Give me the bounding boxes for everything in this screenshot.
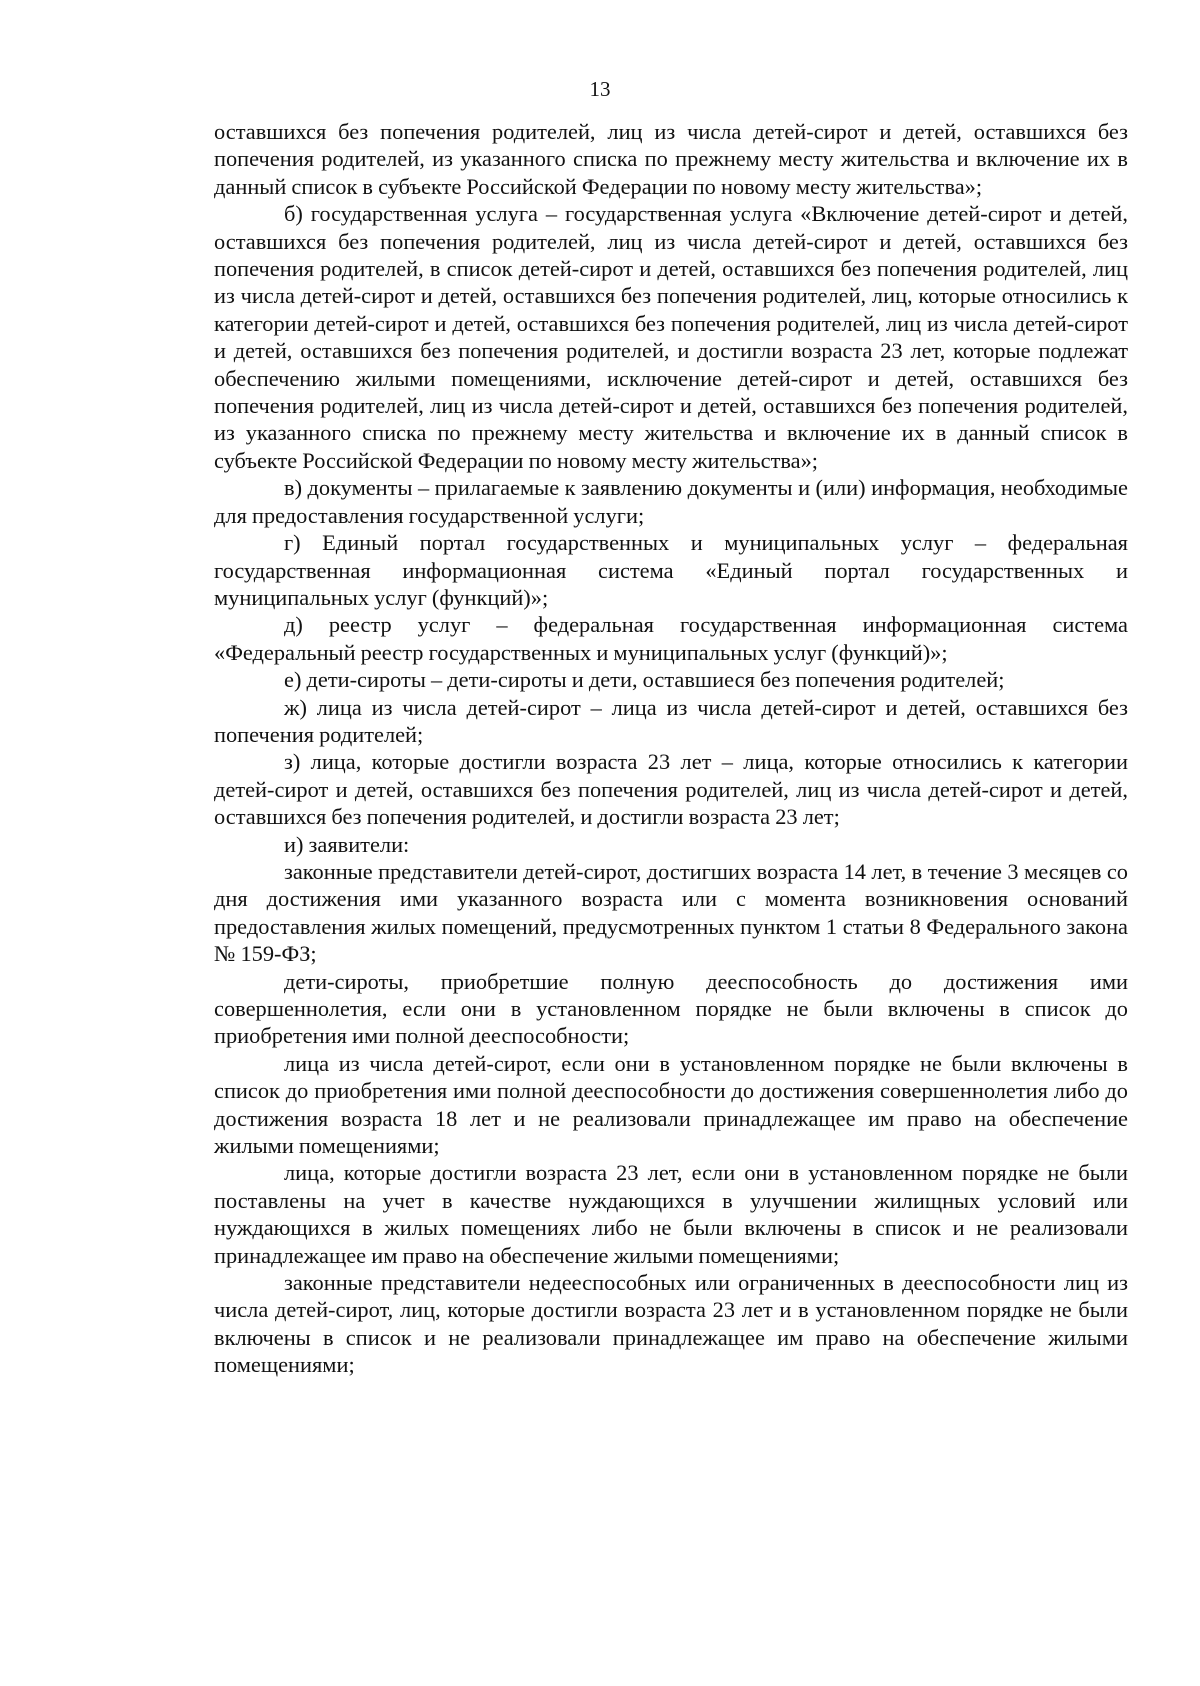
applicant-legal-representatives-14: законные представители детей-сирот, достигших возраста 14 лет, в течение 3 месяцев со дня достижения ими указанного возраста или с момента возникновения оснований предоставления жилых помещений, предусмотренных пунктом 1 статьи 8 Федерального закона № 159-ФЗ;: [214, 858, 1128, 967]
paragraph-e-orphans: е) дети-сироты – дети-сироты и дети, оставшиеся без попечения родителей;: [284, 667, 1005, 693]
paragraph-b-state-service: б) государственная услуга – государственная услуга «Включение детей-сирот и детей, оставшихся без попечения родителей, лиц из числа детей-сирот и детей, оставшихся без попечения родителей, в список детей-сирот и детей, оставшихся без попечения родителей, лиц из числа детей-сирот и детей, оставшихся без попечения родителей, лиц, которые относились к категории детей-сирот и детей, оставшихся без попечения родителей, лиц из числа детей-сирот и детей, оставшихся без попечения родителей, и достигли возраста 23 лет, которые подлежат обеспечению жилыми помещениями, исключение детей-сирот и детей, оставшихся без попечения родителей, лиц из числа детей-сирот и детей, оставшихся без попечения родителей, из указанного списка по прежнему месту жительства и включение их в данный список в субъекте Российской Федерации по новому месту жительства»;: [214, 201, 1128, 473]
paragraph-v-documents: в) документы – прилагаемые к заявлению документы и (или) информация, необходимые для предоставления государственной услуги;: [214, 475, 1128, 528]
applicant-legal-representatives-incapacitated: законные представители недееспособных или ограниченных в дееспособности лиц из числа детей-сирот, лиц, которые достигли возраста 23 лет и в установленном порядке не были включены в список и не реализовали принадлежащее им право на обеспечение жилыми помещениями;: [214, 1270, 1128, 1378]
paragraph-g-unified-portal: г) Единый портал государственных и муниципальных услуг – федеральная государственная информационная система «Единый портал государственных и муниципальных услуг (функций)»;: [214, 530, 1128, 610]
document-body: [214, 118, 1128, 1379]
paragraph-d-services-registry: д) реестр услуг – федеральная государственная информационная система «Федеральный реестр государственных и муниципальных услуг (функций)»;: [214, 612, 1128, 665]
paragraph-z-persons-age-23: з) лица, которые достигли возраста 23 лет – лица, которые относились к категории детей-сирот и детей, оставшихся без попечения родителей, лиц из числа детей-сирот и детей, оставшихся без попечения родителей, и достигли возраста 23 лет;: [214, 749, 1128, 830]
paragraph-zh-persons-from-orphans: ж) лица из числа детей-сирот – лица из числа детей-сирот и детей, оставшихся без попечения родителей;: [214, 694, 1128, 747]
page-number: 13: [589, 77, 611, 101]
applicant-persons-from-orphans: лица из числа детей-сирот, если они в установленном порядке не были включены в список до приобретения ими полной дееспособности до достижения совершеннолетия либо до достижения возраста 18 лет и не реализовали принадлежащее им право на обеспечение жилыми помещениями;: [214, 1050, 1128, 1159]
applicant-persons-age-23: лица, которые достигли возраста 23 лет, если они в установленном порядке не были поставлены на учет в качестве нуждающихся в улучшении жилищных условий или нуждающихся в жилых помещениях либо не были включены в список и не реализовали принадлежащее им право на обеспечение жилыми помещениями;: [214, 1160, 1128, 1268]
paragraph-continuation: оставшихся без попечения родителей, лиц из числа детей-сирот и детей, оставшихся без попечения родителей, из указанного списка по прежнему месту жительства и включение их в данный список в субъекте Российской Федерации по новому месту жительства»;: [214, 119, 1128, 199]
applicant-orphans-full-capacity: дети-сироты, приобретшие полную дееспособность до достижения ими совершеннолетия, если они в установленном порядке не были включены в список до приобретения ими полной дееспособности;: [214, 968, 1128, 1049]
paragraph-i-applicants: и) заявители:: [284, 831, 410, 857]
